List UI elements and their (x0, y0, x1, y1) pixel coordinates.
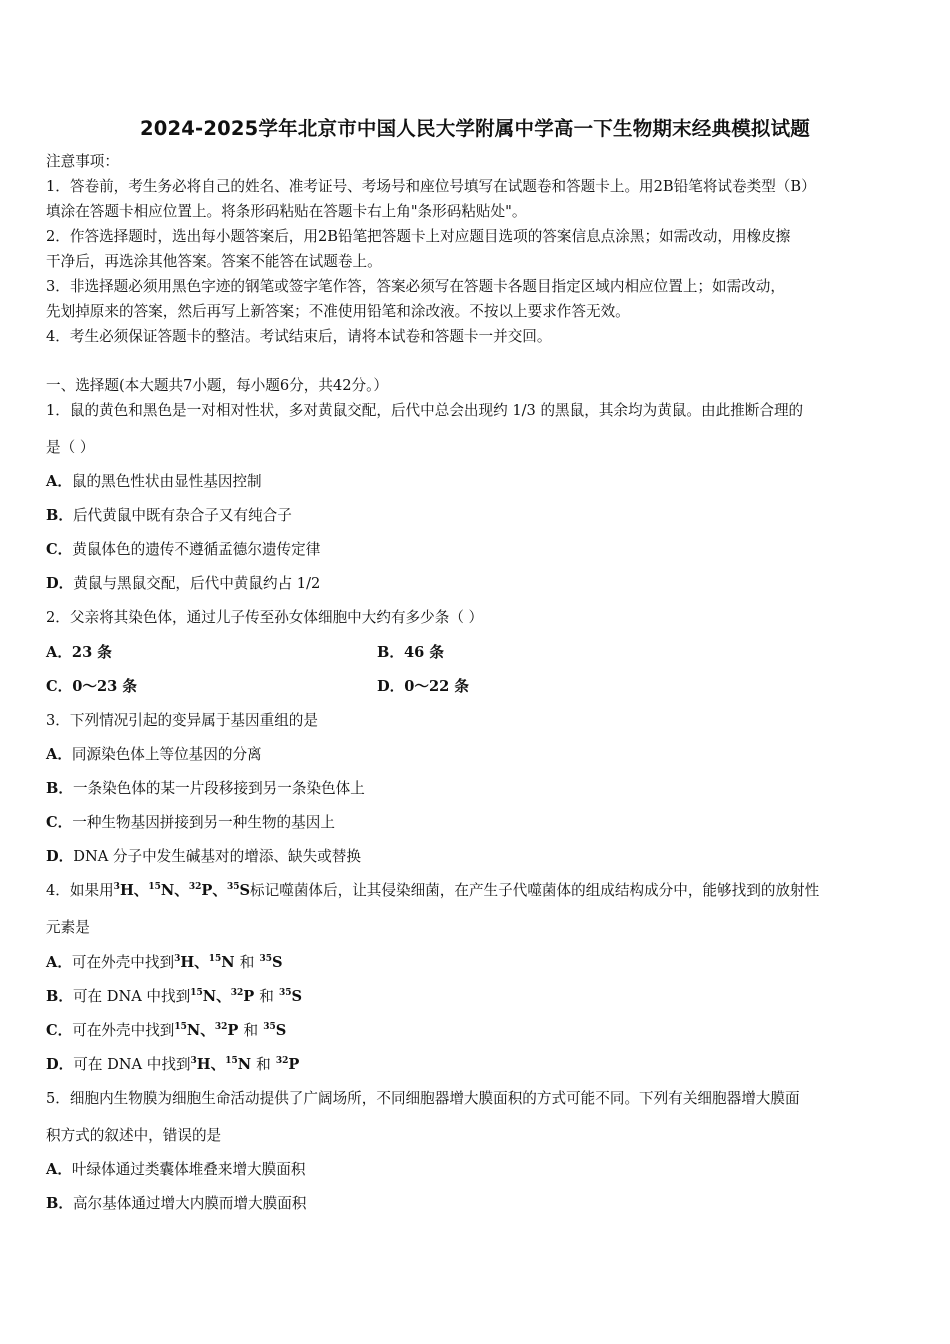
q5-option-b (46, 1194, 306, 1214)
question-4-stem (46, 881, 819, 901)
option-text: 鼠的黑色性状由显性基因控制 (71, 473, 262, 490)
q4-option-d (46, 1055, 299, 1075)
mass-number: 3 (113, 882, 120, 892)
separator: 、 (210, 1056, 226, 1073)
q4-option-c (46, 1021, 286, 1041)
notice-line: 填涂在答题卡相应位置上。将条形码粘贴在答题卡右上角"条形码粘贴处"。 (46, 203, 527, 220)
element-symbol: H (119, 882, 134, 899)
option-label: D． (377, 678, 405, 695)
notice-line: 干净后，再选涂其他答案。答案不能答在试题卷上。 (46, 253, 382, 270)
option-text: 可在 DNA 中找到 (73, 1056, 191, 1073)
mass-number: 15 (225, 1056, 238, 1066)
mass-number: 3 (174, 954, 181, 964)
element-symbol: P (243, 988, 255, 1005)
mass-number: 35 (279, 988, 292, 998)
option-text: 叶绿体通过类囊体堆叠来增大膜面积 (71, 1161, 306, 1178)
element-symbol: N (221, 954, 235, 971)
mass-number: 32 (214, 1022, 228, 1032)
q1-option-a (46, 472, 262, 492)
q4-option-b (46, 987, 302, 1007)
option-label: D． (46, 848, 74, 865)
option-label: C． (46, 1022, 73, 1039)
option-label: D． (46, 1056, 74, 1073)
element-symbol: H (180, 954, 195, 971)
q4-option-a (46, 953, 283, 973)
element-symbol: N (186, 1022, 201, 1039)
mass-number: 32 (275, 1056, 289, 1066)
q3-option-a (46, 745, 262, 765)
option-text: 46 条 (403, 644, 444, 661)
element-symbol: S (275, 1022, 287, 1039)
notice-line: 1．答卷前，考生务必将自己的姓名、准考证号、考场号和座位号填写在试题卷和答题卡上。用2B铅笔将试卷类型（B） (46, 178, 816, 195)
option-text: 高尔基体通过增大内膜而增大膜面积 (72, 1195, 307, 1212)
q1-option-d (46, 574, 320, 594)
q2-option-d (377, 677, 469, 697)
option-text: 可在外壳中找到 (72, 1022, 175, 1039)
notice-line: 4．考生必须保证答题卡的整洁。考试结束后，请将本试卷和答题卡一并交回。 (46, 328, 552, 345)
element-symbol: P (201, 882, 213, 899)
option-label: A． (46, 473, 72, 490)
question-1-stem: 1．鼠的黄色和黑色是一对相对性状，多对黄鼠交配，后代中总会出现约 1/3 的黑鼠，其余均为黄鼠。由此推断合理的 (46, 402, 804, 419)
element-symbol: N (202, 988, 217, 1005)
mass-number: 35 (259, 954, 272, 964)
notice-line: 先划掉原来的答案，然后再写上新答案；不准使用铅笔和涂改液。不按以上要求作答无效。 (46, 303, 630, 320)
separator: 、 (133, 882, 149, 899)
notice-line: 2．作答选择题时，选出每小题答案后，用2B铅笔把答题卡上对应题目选项的答案信息点涂黑；如需改动，用橡皮擦 (46, 228, 791, 245)
mass-number: 15 (148, 882, 161, 892)
conjunction: 和 (243, 1022, 259, 1039)
q2-option-b (377, 643, 444, 663)
element-symbol: S (291, 988, 303, 1005)
option-text: 一种生物基因拼接到另一种生物的基因上 (72, 814, 335, 831)
option-label: B． (46, 988, 73, 1005)
question-4-stem-cont: 元素是 (46, 919, 90, 936)
mass-number: 15 (174, 1022, 187, 1032)
option-label: C． (46, 678, 73, 695)
separator: 、 (212, 882, 227, 899)
question-3-stem: 3．下列情况引起的变异属于基因重组的是 (46, 712, 318, 729)
notice-line: 3．非选择题必须用黑色字迹的钢笔或签字笔作答，答案必须写在答题卡各题目指定区域内相应位置上；如需改动， (46, 278, 785, 295)
conjunction: 和 (256, 1056, 271, 1073)
mass-number: 3 (190, 1056, 197, 1066)
element-symbol: S (239, 882, 251, 899)
q2-option-c (46, 677, 137, 697)
mass-number: 35 (263, 1022, 276, 1032)
option-text: 可在外壳中找到 (71, 954, 175, 971)
option-text: 一条染色体的某一片段移接到另一条染色体上 (72, 780, 365, 797)
question-1-stem-cont: 是（ ） (46, 439, 95, 456)
option-label: B． (377, 644, 404, 661)
mass-number: 15 (208, 954, 222, 964)
option-label: B． (46, 1195, 73, 1212)
stem-text: 标记噬菌体后，让其侵染细菌，在产生子代噬菌体的组成结构成分中，能够找到的放射性 (250, 882, 820, 899)
mass-number: 32 (188, 882, 202, 892)
mass-number: 35 (226, 882, 240, 892)
element-symbol: N (160, 882, 175, 899)
element-symbol: S (271, 954, 283, 971)
q1-option-c (46, 540, 320, 560)
element-symbol: P (227, 1022, 239, 1039)
option-text: 0～22 条 (404, 678, 469, 695)
separator: 、 (200, 1022, 215, 1039)
option-text: 后代黄鼠中既有杂合子又有纯合子 (72, 507, 292, 524)
option-text: 黄鼠与黑鼠交配，后代中黄鼠约占 1/2 (73, 575, 321, 592)
mass-number: 15 (190, 988, 203, 998)
option-text: DNA 分子中发生碱基对的增添、缺失或替换 (73, 848, 361, 865)
conjunction: 和 (259, 988, 274, 1005)
option-text: 23 条 (71, 644, 112, 661)
q5-option-a (46, 1160, 305, 1180)
mass-number: 32 (230, 988, 244, 998)
option-label: B． (46, 780, 73, 797)
question-2-stem: 2．父亲将其染色体，通过儿子传至孙女体细胞中大约有多少条（ ） (46, 609, 484, 626)
option-text: 可在 DNA 中找到 (72, 988, 191, 1005)
option-label: B． (46, 507, 73, 524)
exam-title: 2024-2025学年北京市中国人民大学附属中学高一下生物期末经典模拟试题 (139, 117, 811, 140)
element-symbol: H (196, 1056, 211, 1073)
conjunction: 和 (239, 954, 255, 971)
q1-option-b (46, 506, 292, 526)
option-text: 0～23 条 (72, 678, 137, 695)
notice-heading: 注意事项： (46, 153, 119, 170)
option-label: C． (46, 541, 73, 558)
option-label: D． (46, 575, 74, 592)
option-text: 同源染色体上等位基因的分离 (71, 746, 262, 763)
q3-option-c (46, 813, 335, 833)
section-heading: 一、选择题(本大题共7小题，每小题6分，共42分。） (46, 377, 389, 394)
q3-option-d (46, 847, 361, 867)
q2-option-a (46, 643, 112, 663)
element-symbol: P (288, 1056, 300, 1073)
separator: 、 (216, 988, 231, 1005)
q3-option-b (46, 779, 365, 799)
stem-text: 4．如果用 (46, 882, 114, 899)
element-symbol: N (237, 1056, 252, 1073)
separator: 、 (174, 882, 189, 899)
separator: 、 (194, 954, 209, 971)
question-5-stem-cont: 积方式的叙述中，错误的是 (46, 1127, 222, 1144)
option-label: A． (46, 746, 72, 763)
option-label: A． (46, 954, 72, 971)
option-label: C． (46, 814, 73, 831)
option-text: 黄鼠体色的遗传不遵循孟德尔遗传定律 (72, 541, 321, 558)
option-label: A． (46, 644, 72, 661)
question-5-stem: 5．细胞内生物膜为细胞生命活动提供了广阔场所，不同细胞器增大膜面积的方式可能不同。下列有关细胞器增大膜面 (46, 1090, 800, 1107)
option-label: A． (46, 1161, 72, 1178)
